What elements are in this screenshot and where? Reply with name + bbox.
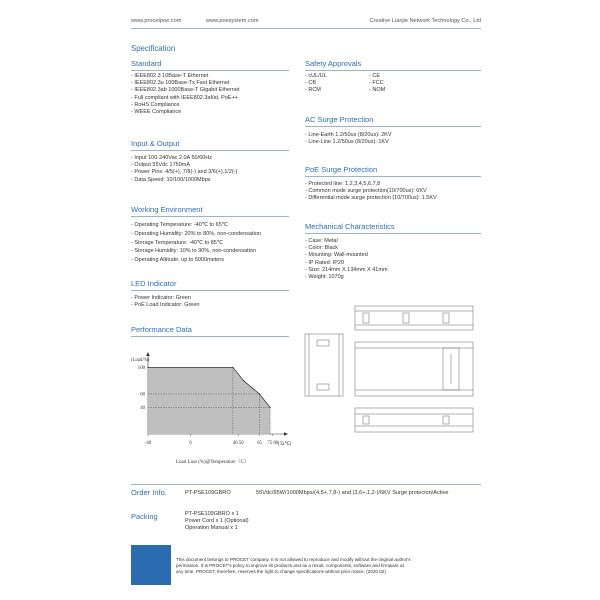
- list-item: - Color: Black: [305, 245, 339, 252]
- list-item: Power Cord x 1 (Optional): [185, 518, 249, 525]
- list-item: - Output 55Vdc 1750mA: [131, 162, 191, 169]
- list-item: - PoE Load Indicator: Green: [131, 302, 200, 309]
- header-site-2[interactable]: www.poesystem.com: [206, 18, 259, 24]
- list-item: - Operating Humidity: 20% to 80%, non-condensation: [131, 230, 261, 237]
- chart-x-unit: (Ta℃): [278, 442, 292, 447]
- ac-surge-divider: [305, 126, 481, 127]
- list-item: - cUL/UL: [305, 73, 327, 79]
- mechanical-list: [305, 238, 388, 281]
- chart-x-axis-title: Load Loss (%)@Temperature（C）: [176, 460, 249, 465]
- list-item: - Protected line: 1,2,3,4,5,6,7,8: [305, 181, 381, 187]
- order-model: PT-PSE109GBRO: [185, 490, 231, 496]
- header-company: Creative Lianjie Network Technology Co., Ltd: [369, 18, 481, 24]
- environment-divider: [131, 216, 289, 217]
- list-item: - NOM: [369, 87, 386, 94]
- list-item: - Common mode surge protection(10/700us): 6KV: [305, 188, 427, 195]
- chart-y-axis-label: (Load/%): [131, 358, 150, 363]
- chart-x-tick-label: 0: [189, 441, 192, 446]
- list-item: - Case: Metal: [305, 238, 338, 244]
- chart-y-arrow: [146, 352, 150, 356]
- io-list: [131, 155, 237, 184]
- chart-x-tick-label: 40 50: [232, 441, 244, 446]
- list-item: - WEEE Compliance: [131, 109, 182, 116]
- list-item: - RCM: [305, 87, 321, 94]
- order-description: 55Vdc/95W/1000Mbps/(4,5+,7,8-) and (3,6+,1,2-)/6KV Surge protecion/Active: [256, 490, 449, 496]
- environment-list: [131, 221, 261, 265]
- packing-list: [185, 511, 249, 533]
- list-item: - IEEE802.3u 100Base-Tx Fast Ethernet: [131, 80, 230, 87]
- ac-surge-list: [305, 132, 392, 146]
- drawing-side-view: [305, 334, 343, 396]
- header-divider: [131, 28, 481, 29]
- order-info-label: Order Info.: [131, 488, 167, 497]
- footer-line: any time. PROCET, therefore, reserves the right to change specifications without prior notice. (2020.02): [176, 569, 386, 575]
- standard-divider: [131, 70, 289, 71]
- chart-x-arrow: [284, 432, 288, 436]
- specification-title: Specification: [131, 44, 176, 53]
- list-item: - Full compliant with IEEE802.3af/at, PoE++: [131, 94, 239, 101]
- order-divider: [131, 484, 481, 485]
- performance-title: Performance Data: [131, 325, 192, 334]
- led-divider: [131, 290, 289, 291]
- chart-x-tick-label: -40: [144, 441, 152, 446]
- standard-list: [131, 73, 239, 116]
- safety-title: Safety Approvals: [305, 59, 362, 68]
- chart-y-tick-label: 60: [140, 392, 145, 398]
- io-divider: [131, 150, 289, 151]
- list-item: - Weight: 1070g: [305, 274, 344, 281]
- list-item: - Data Speed: 10/100/1000Mbps: [131, 176, 211, 183]
- io-title: Input & Output: [131, 139, 180, 148]
- list-item: - IEEE802.3ab 1000Base-T Gigabit Ethernet: [131, 87, 240, 94]
- list-item: - Line-Line 1.2/50us (8/20us): 1KV: [305, 139, 389, 146]
- list-item: - IEEE802.3 10Base-T Ethernet: [131, 73, 209, 79]
- chart-x-tick-label: 65: [257, 441, 262, 446]
- safety-list-1: [305, 73, 327, 95]
- safety-list-2: [369, 73, 385, 95]
- list-item: - Power Pins: 4/5(+), 7/8(-) and 3/6(+),1/2(-): [131, 169, 238, 176]
- poe-surge-title: PoE Surge Protection: [305, 165, 378, 174]
- chart-area: [148, 367, 270, 434]
- list-item: - Operating Altitude: up to 5000meters: [131, 257, 224, 264]
- list-item: - FCC: [369, 80, 384, 87]
- drawing-top-view: [355, 306, 473, 330]
- poe-surge-divider: [305, 176, 481, 177]
- drawing-bottom-view: [355, 408, 473, 432]
- list-item: - Power Indicator: Green: [131, 295, 191, 301]
- footer-notice: [176, 557, 481, 576]
- list-item: - Storage Temperature: -40℃ to 85℃: [131, 239, 224, 246]
- performance-divider: [131, 336, 289, 337]
- chart-point: [243, 380, 244, 381]
- header-site-1[interactable]: www.procetpoe.com: [131, 18, 182, 24]
- list-item: - IP Rated: IP20: [305, 259, 345, 266]
- chart-x-tick-label: 75 80: [267, 441, 279, 446]
- list-item: PT-PSE109GBRO x 1: [185, 511, 239, 517]
- led-list: [131, 295, 199, 309]
- list-item: - Operating Temperature: -40℃ to 65℃: [131, 222, 228, 228]
- poe-surge-list: [305, 181, 437, 203]
- mechanical-title: Mechanical Characteristics: [305, 222, 395, 231]
- footer-line: permission. It is PROCET's policy to improve its products and as a result, components, software,and firmware at: [176, 563, 404, 569]
- footer-line: This document belongs to PROCET company. It is not allowed to reproduce and modify without the original author's: [176, 557, 411, 562]
- list-item: - Size: 214mm X 134mm X 41mm: [305, 266, 388, 273]
- environment-title: Working Environment: [131, 205, 203, 214]
- list-item: Operation Manual x 1: [185, 525, 238, 532]
- list-item: - Storage Humidity: 10% to 90%, non-condensation: [131, 248, 257, 255]
- list-item: - Mounting: Wall-mounted: [305, 252, 368, 259]
- ac-surge-title: AC Surge Protection: [305, 115, 374, 124]
- list-item: - CE: [369, 73, 380, 79]
- packing-label: Packing: [131, 512, 158, 521]
- footer-brand-block: [131, 545, 171, 585]
- list-item: - Line-Earth 1.2/50us (8/20us): 2KV: [305, 132, 392, 138]
- chart-y-tick-label: 100: [137, 365, 145, 371]
- performance-chart: [128, 350, 303, 450]
- drawing-front-view: [355, 342, 473, 396]
- standard-title: Standard: [131, 59, 162, 68]
- mechanical-divider: [305, 233, 481, 234]
- chart-y-tick-label: 40: [140, 405, 145, 411]
- list-item: - Differential mode surge protection (10/700us): 1.5KV: [305, 195, 437, 202]
- list-item: - RoHS Compliance: [131, 101, 180, 108]
- mechanical-drawing: [303, 300, 483, 450]
- safety-divider: [305, 70, 481, 71]
- list-item: - CB: [305, 80, 316, 87]
- led-title: LED Indicator: [131, 279, 177, 288]
- list-item: - Input 100-240Vac 2.0A 50/60Hz: [131, 155, 212, 161]
